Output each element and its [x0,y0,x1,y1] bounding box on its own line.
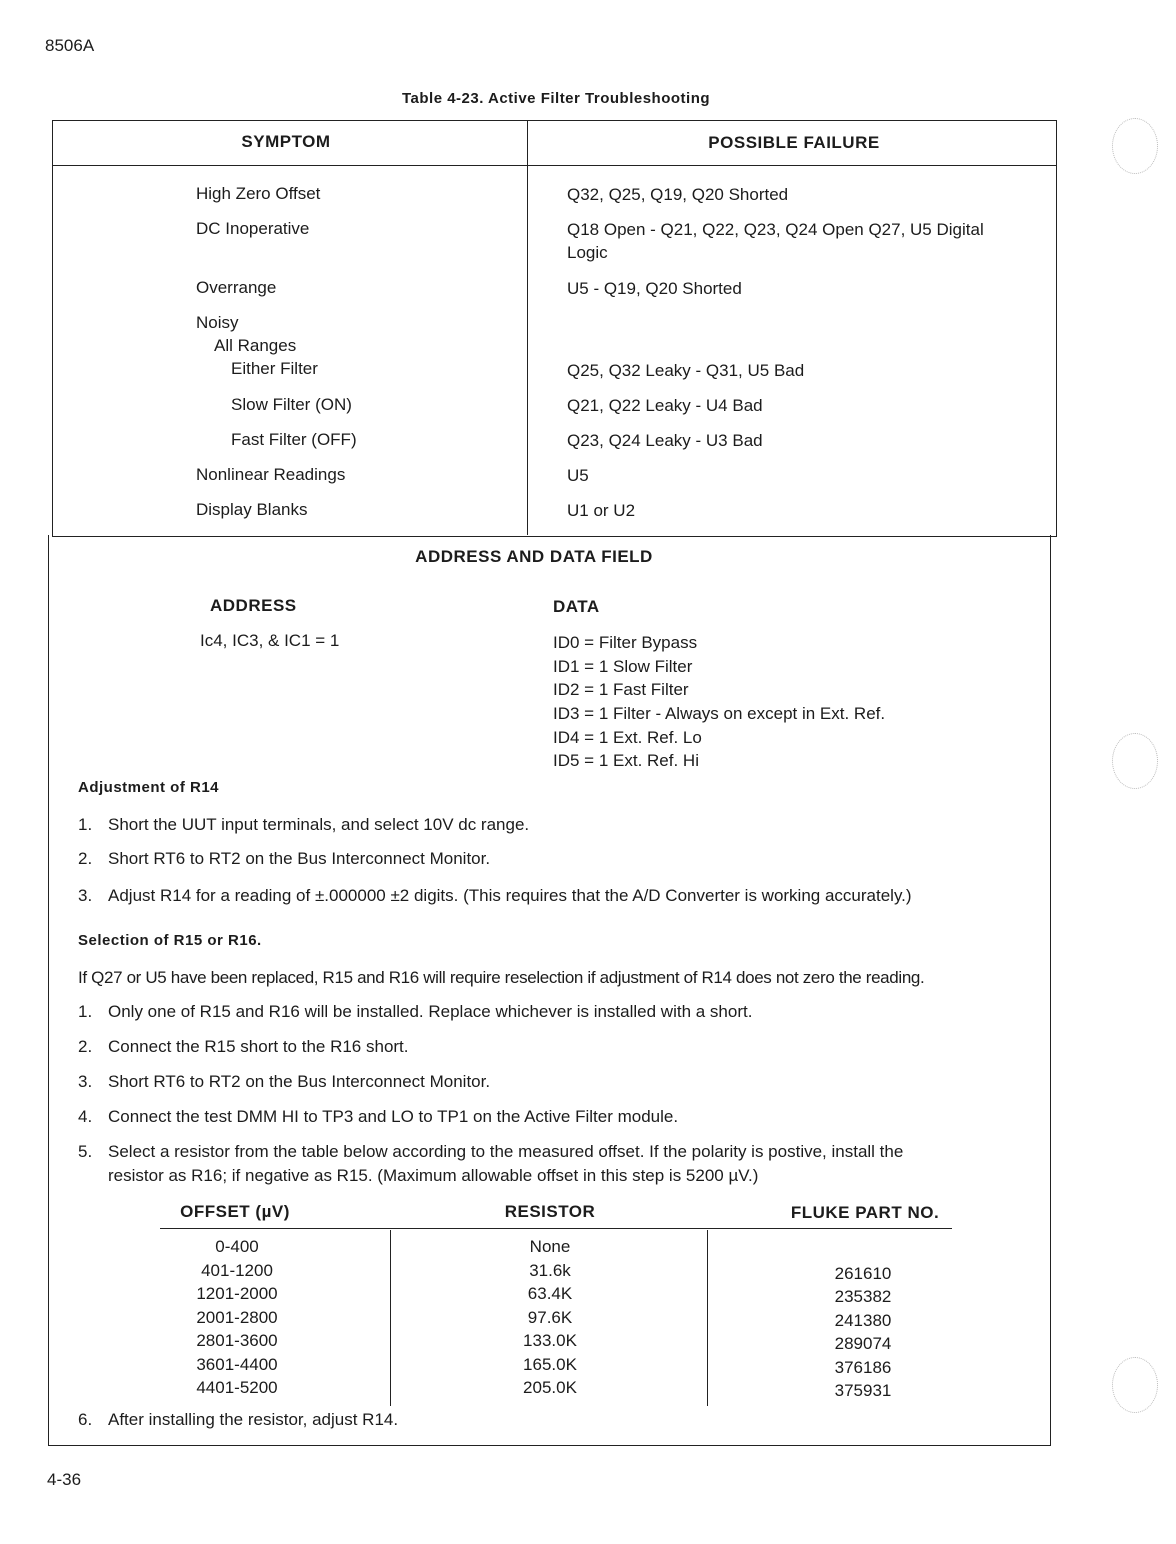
data-line: ID3 = 1 Filter - Always on except in Ext. Ref. [553,704,886,723]
resistor-cell: 63.4K [527,1284,573,1303]
step-text: Short RT6 to RT2 on the Bus Interconnect Monitor. [108,1072,491,1091]
data-line: ID2 = 1 Fast Filter [553,680,689,699]
step-text: Only one of R15 and R16 will be installed. Replace whichever is installed with a short. [108,1002,753,1021]
step-text: Select a resistor from the table below according to the measured offset. If the polarity is postive, install the [108,1142,904,1161]
part-number-cell: 289074 [834,1334,892,1353]
offset-cell: 2001-2800 [196,1307,278,1327]
step-text: resistor as R16; if negative as R15. (Maximum allowable offset in this step is 5200 µV.) [108,1166,759,1185]
adjustment-heading: Adjustment of R14 [78,779,220,796]
step-text: Adjust R14 for a reading of ±.000000 ±2 digits. (This requires that the A/D Converter is working accurately.) [108,886,912,905]
column-divider [707,1230,708,1406]
resistor-cell: None [529,1237,571,1256]
table-title: Table 4-23. Active Filter Troubleshooting [401,90,711,107]
step-text: Short RT6 to RT2 on the Bus Interconnect Monitor. [108,849,491,868]
symptom: Display Blanks [196,500,308,519]
step-number: 1. [78,815,93,834]
symptom: All Ranges [214,336,297,355]
part-number-cell: 261610 [834,1263,892,1283]
symptom-header: SYMPTOM [241,132,331,151]
resistor-cell: 205.0K [523,1378,577,1397]
failure: Q25, Q32 Leaky - Q31, U5 Bad [567,361,805,380]
symptom: Fast Filter (OFF) [231,430,357,449]
header-divider [52,165,1057,166]
column-divider [390,1230,391,1406]
failure: U1 or U2 [567,501,636,520]
offset-cell: 3601-4400 [196,1354,278,1374]
part-number-cell: 375931 [834,1381,892,1400]
offset-header: OFFSET (µV) [180,1202,290,1221]
document-id: 8506A [45,36,95,55]
selection-heading: Selection of R15 or R16. [78,932,262,949]
failure: Q18 Open - Q21, Q22, Q23, Q24 Open Q27, U5 Digital [567,220,984,239]
failure: Q21, Q22 Leaky - U4 Bad [567,396,763,415]
resistor-cell: 165.0K [523,1354,577,1374]
symptom: Either Filter [231,359,318,378]
data-line: ID5 = 1 Ext. Ref. Hi [553,751,699,770]
offset-cell: 401-1200 [201,1260,273,1280]
binder-hole [1112,1357,1158,1413]
part-number-cell: 235382 [834,1287,892,1306]
failure: Logic [567,243,608,262]
step-text: Connect the R15 short to the R16 short. [108,1037,409,1056]
symptom: Noisy [196,313,239,332]
offset-cell: 4401-5200 [196,1378,278,1397]
step-number: 6. [78,1410,93,1429]
offset-cell: 2801-3600 [196,1331,278,1350]
offset-cell: 0-400 [215,1237,259,1256]
failure: U5 - Q19, Q20 Shorted [567,279,742,298]
data-label: DATA [553,597,600,616]
failure: Q32, Q25, Q19, Q20 Shorted [567,185,789,204]
step-text: Short the UUT input terminals, and select 10V dc range. [108,815,530,834]
data-line: ID0 = Filter Bypass [553,633,698,652]
step-text: Connect the test DMM HI to TP3 and LO to TP1 on the Active Filter module. [108,1107,679,1126]
step-text: After installing the resistor, adjust R14. [108,1410,399,1429]
symptom: High Zero Offset [196,184,321,203]
failure-header: POSSIBLE FAILURE [708,133,880,152]
data-line: ID4 = 1 Ext. Ref. Lo [553,728,702,747]
symptom: Nonlinear Readings [196,465,346,484]
column-divider [527,120,528,535]
step-number: 3. [78,886,93,905]
resistor-table-rule [160,1228,952,1229]
part-number-cell: 241380 [834,1310,892,1330]
binder-hole [1112,733,1158,789]
part-number-cell: 376186 [834,1357,892,1377]
page-number: 4-36 [47,1470,82,1489]
symptom: Overrange [196,278,277,297]
address-data-title: ADDRESS AND DATA FIELD [415,547,653,566]
symptom: DC Inoperative [196,219,310,238]
resistor-cell: 97.6K [527,1307,573,1327]
binder-hole [1112,118,1158,174]
step-number: 2. [78,1037,93,1056]
failure: Q23, Q24 Leaky - U3 Bad [567,431,763,450]
failure: U5 [567,466,589,485]
step-number: 1. [78,1002,93,1021]
data-line: ID1 = 1 Slow Filter [553,657,693,676]
offset-cell: 1201-2000 [196,1284,278,1303]
symptom: Slow Filter (ON) [231,395,352,414]
step-number: 3. [78,1072,93,1091]
resistor-cell: 31.6k [529,1260,571,1280]
part-number-header: FLUKE PART NO. [790,1203,940,1222]
step-number: 4. [78,1107,93,1126]
address-label: ADDRESS [210,596,297,615]
address-value: Ic4, IC3, & IC1 = 1 [200,631,340,650]
resistor-header: RESISTOR [504,1202,596,1221]
step-number: 5. [78,1142,93,1161]
step-number: 2. [78,849,93,868]
resistor-cell: 133.0K [523,1331,577,1350]
selection-intro: If Q27 or U5 have been replaced, R15 and R16 will require reselection if adjustment of R14 does not zero the reading. [78,968,925,987]
